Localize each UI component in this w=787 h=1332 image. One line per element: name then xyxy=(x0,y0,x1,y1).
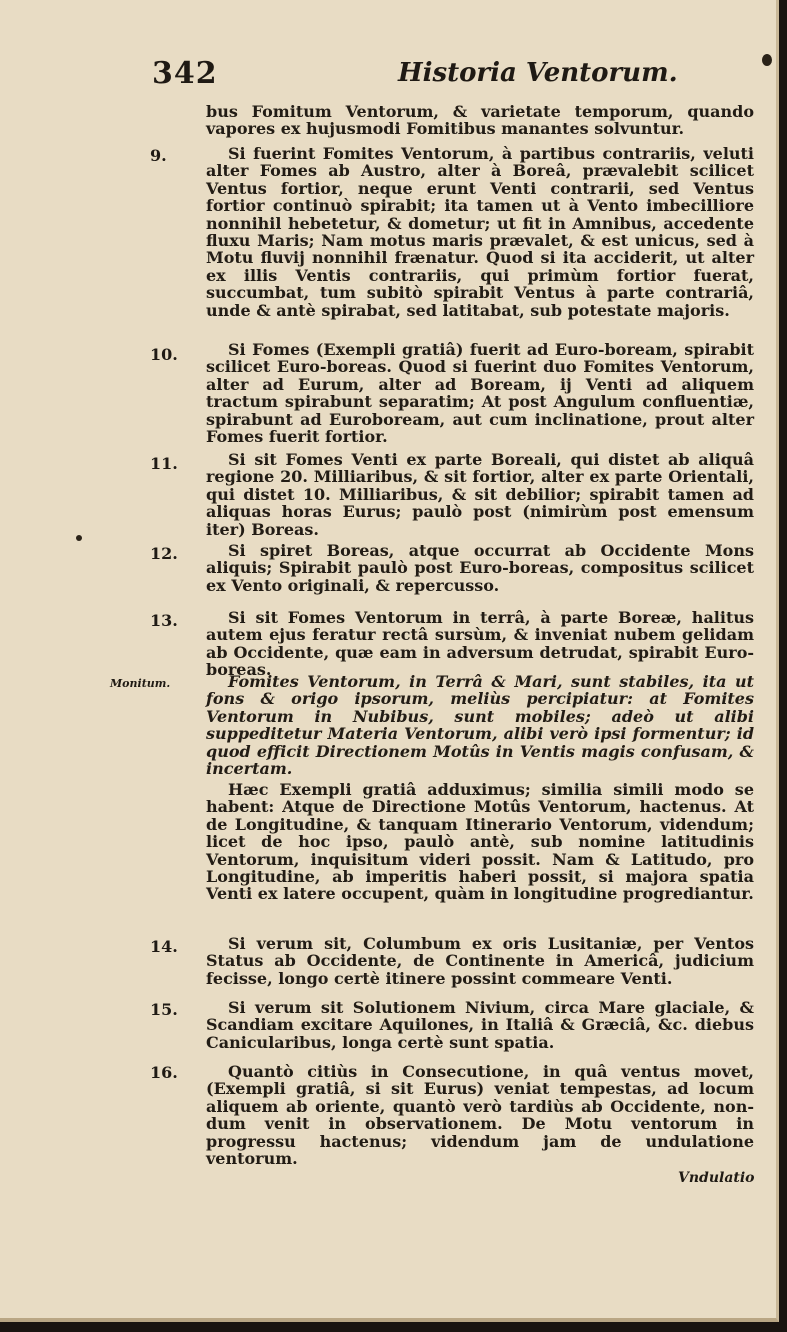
paragraph-number: 11. xyxy=(150,454,178,473)
paragraph-number: 10. xyxy=(150,345,178,364)
paragraph: Si verum sit Solutionem Nivium, circa Mare glaciale, & Scandiam excitare Aquilones, in Italiâ & Græciâ, &c. diebus Canicularibus, longa certè sunt spatia. xyxy=(206,998,754,1052)
paragraph-number: 12. xyxy=(150,544,178,563)
paragraph-number: 9. xyxy=(150,146,167,165)
paragraph-number: 15. xyxy=(150,1000,178,1019)
paragraph: Si sit Fomes Venti ex parte Boreali, qui distet ab aliquâ regione 20. Milliaribus, & sit fortior, alter ex parte Orientali, qui distet 10. Milliaribus, & sit debilior; spirabit tamen ad aliquas horas Eurus; paulò post (nimirùm post emensum iter) Boreas. xyxy=(206,450,754,539)
paragraph: Si fuerint Fomites Ventorum, à partibus contrariis, veluti alter Fomes ab Austro, alter à Boreâ, prævalebit scilicet Ventus fortior, neque erunt Venti contrarii, sed Ventus fortior continuò spirabit; ita tamen ut à Vento imbecilliore nonnihil hebetetur, & dometur; ut fit in Amnibus, accedente fluxu Maris; Nam motus maris prævalet, & est unicus, sed à Motu fluvij nonnihil frænatur. Quod si ita acciderit, ut alter ex illis Ventis contrariis, qui primùm fortior fuerat, succumbat, tum subitò spirabit Ventus à parte contrariâ, unde & antè spirabat, sed latitabat, sub potestate majoris. xyxy=(206,144,754,320)
catchword: Vndulatio xyxy=(678,1170,755,1186)
paragraph: bus Fomitum Ventorum, & varietate temporum, quando vapores ex hujusmodi Fomitibus manantes solvuntur. xyxy=(206,102,754,139)
running-title: Historia Ventorum. xyxy=(398,58,678,88)
paragraph: Si Fomes (Exempli gratiâ) fuerit ad Euro-boream, spirabit scilicet Euro-boreas. Quod si fuerint duo Fomites Ventorum, alter ad Eurum, alter ad Boream, ij Venti ad aliquem tractum spirabunt separatim; At post Angulum confluentiæ, spirabunt ad Euroboream, aut cum inclinatione, prout alter Fomes fuerit fortior. xyxy=(206,340,754,447)
page-number: 342 xyxy=(152,56,218,91)
paragraph-number: 16. xyxy=(150,1063,178,1082)
paragraph-number: 13. xyxy=(150,611,178,630)
paragraph: Si sit Fomes Ventorum in terrâ, à parte Boreæ, halitus autem ejus feratur rectâ sursùm, & inveniat nubem gelidam ab Occidente, quæ eam in adversum detrudat, spirabit Euro-boreas. xyxy=(206,608,754,680)
ink-spot xyxy=(76,535,82,541)
paragraph: Hæc Exempli gratiâ adduximus; similia simili modo se habent: Atque de Directione Motûs Ventorum, hactenus. At de Longitudine, & tanquam Itinerario Ventorum, videndum; licet de hoc ipso, paulò antè, sub nomine latitudinis Ventorum, inquisitum videri possit. Nam & Latitudo, pro Longitudine, ab imperitis haberi possit, si majora spatia Venti ex latere occupent, quàm in longitudine progrediantur. xyxy=(206,780,754,904)
paragraph: Si verum sit, Columbum ex oris Lusitaniæ, per Ventos Status ab Occidente, de Continente in Americâ, judicium fecisse, longo certè itinere possint commeare Venti. xyxy=(206,934,754,988)
margin-note: Monitum. xyxy=(110,677,171,690)
paragraph-number: 14. xyxy=(150,937,178,956)
paragraph: Fomites Ventorum, in Terrâ & Mari, sunt stabiles, ita ut fons & origo ipsorum, meliùs percipiatur: at Fomites Ventorum in Nubibus, sunt mobiles; adeò ut alibi suppeditetur Materia Ventorum, alibi verò ipsi formentur; id quod efficit Directionem Motûs in Ventis magis confusam, & incertam. xyxy=(206,672,754,779)
paragraph: Si spiret Boreas, atque occurrat ab Occidente Mons aliquis; Spirabit paulò post Euro-boreas, compositus scilicet ex Vento originali, & repercusso. xyxy=(206,541,754,595)
paragraph: Quantò citiùs in Consecutione, in quâ ventus movet, (Exempli gratiâ, si sit Eurus) veniat tempestas, ad locum aliquem ab oriente, quantò verò tardiùs ab Occidente, non-dum venit in observationem. De Motu ventorum in progressu hactenus; videndum jam de undulatione ventorum. xyxy=(206,1062,754,1169)
ink-spot xyxy=(762,54,772,66)
